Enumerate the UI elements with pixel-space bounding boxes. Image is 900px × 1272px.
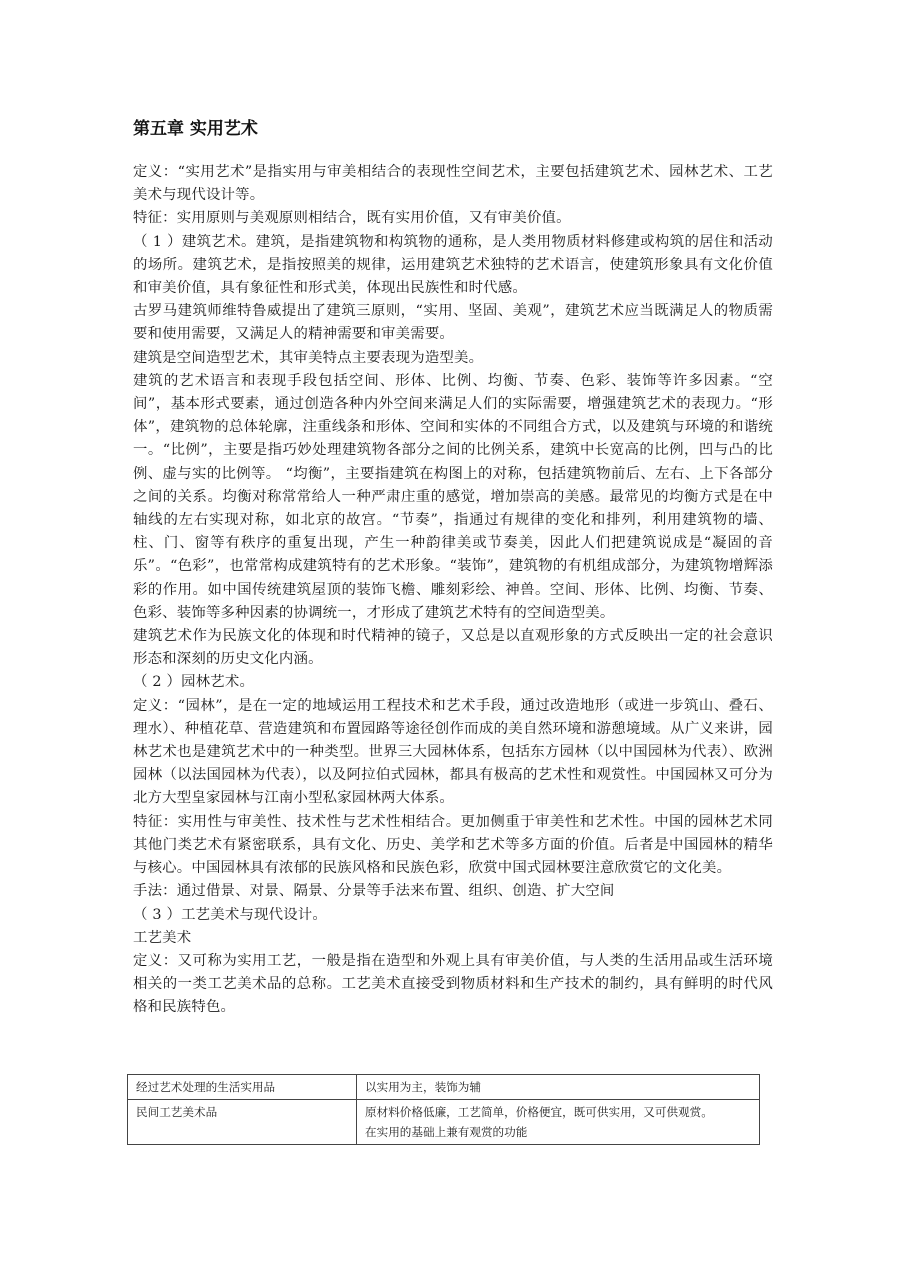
- paragraph-garden-technique: 手法：通过借景、对景、隔景、分景等手法来布置、组织、创造、扩大空间: [133, 883, 615, 900]
- table-row: [128, 1075, 760, 1100]
- table-cell: [357, 1075, 760, 1100]
- table-cell: 民间工艺美术品: [128, 1100, 357, 1145]
- paragraph-feature: 特征：实用原则与美观原则相结合，既有实用价值，又有审美价值。: [133, 210, 571, 227]
- paragraph-craft-definition: 定义：又可称为实用工艺，一般是指在造型和外观上具有审美价值，与人类的生活用品或生活环境相关的一类工艺美术品的总称。工艺美术直接受到物质材料和生产技术的制约，具有鲜明的时代风格和民族特色。: [133, 952, 773, 1016]
- table-cell: 经过艺术处理的生活实用品: [128, 1075, 357, 1100]
- heading-garden-art: （ 2 ）园林艺术。: [133, 674, 255, 691]
- heading-craft-art: 工艺美术: [133, 929, 192, 946]
- heading-craft-design: （ 3 ）工艺美术与现代设计。: [133, 906, 327, 923]
- paragraph-garden-definition: 定义：“园林”，是在一定的地域运用工程技术和艺术手段，通过改造地形（或进一步筑山、叠石、理水）、种植花草、营造建筑和布置园路等途径创作而成的美自然环境和游憩境域。从广义来讲，园林艺术也是建筑艺术中的一种类型。世界三大园林体系，包括东方园林（以中国园林为代表）、欧洲园林（以法国园林为代表），以及阿拉伯式园林，都具有极高的艺术性和观赏性。中国园林又可分为北方大型皇家园林与江南小型私家园林两大体系。: [133, 697, 773, 807]
- paragraph-vitruvius: 古罗马建筑师维特鲁威提出了建筑三原则，“实用、坚固、美观”，建筑艺术应当既满足人的物质需要和使用需要，又满足人的精神需要和审美需要。: [133, 303, 773, 343]
- paragraph-garden-feature: 特征：实用性与审美性、技术性与艺术性相结合。更加侧重于审美性和艺术性。中国的园林艺术同其他门类艺术有紧密联系，具有文化、历史、美学和艺术等多方面的价值。后者是中国园林的精华与核心。中国园林具有浓郁的民族风格和民族色彩，欣赏中国式园林要注意欣赏它的文化美。: [133, 813, 773, 877]
- craft-table: [127, 1074, 760, 1145]
- table-cell: [357, 1100, 760, 1145]
- paragraph-spatial-art: 建筑是空间造型艺术，其审美特点主要表现为造型美。: [133, 349, 484, 366]
- table-cell-text: 以实用为主，装饰为辅: [365, 1080, 481, 1094]
- table-cell-text: 在实用的基础上兼有观赏的功能: [365, 1125, 528, 1139]
- paragraph-definition: 定义：“实用艺术”是指实用与审美相结合的表现性空间艺术，主要包括建筑艺术、园林艺术、工艺美术与现代设计等。: [133, 164, 773, 204]
- chapter-title: 第五章 实用艺术: [133, 119, 258, 139]
- table-row: [128, 1100, 760, 1145]
- paragraph-national-culture: 建筑艺术作为民族文化的体现和时代精神的镜子，又总是以直观形象的方式反映出一定的社会意识形态和深刻的历史文化内涵。: [133, 628, 773, 668]
- paragraph-architecture: （ 1 ）建筑艺术。建筑，是指建筑物和构筑物的通称，是人类用物质材料修建或构筑的居住和活动的场所。建筑艺术，是指按照美的规律，运用建筑艺术独特的艺术语言，使建筑形象具有文化价值和审美价值，具有象征性和形式美，体现出民族性和时代感。: [133, 233, 773, 297]
- document-body: [133, 118, 773, 1020]
- table-cell-text: 原材料价格低廉，工艺简单，价格便宜，既可供实用，又可供观赏。: [365, 1105, 713, 1119]
- paragraph-art-language: 建筑的艺术语言和表现手段包括空间、形体、比例、均衡、节奏、色彩、装饰等许多因素。“空间”，基本形式要素，通过创造各种内外空间来满足人们的实际需要，增强建筑艺术的表现力。“形体”，建筑物的总体轮廓，注重线条和形体、空间和实体的不同组合方式，以及建筑与环境的和谐统一。“比例”，主要是指巧妙处理建筑物各部分之间的比例关系，建筑中长宽高的比例，凹与凸的比例、虚与实的比例等。 “均衡”，主要指建筑在构图上的对称，包括建筑物前后、左右、上下各部分之间的关系。均衡对称常常给人一种严肃庄重的感觉，增加崇高的美感。最常见的均衡方式是在中轴线的左右实现对称，如北京的故宫。“节奏”，指通过有规律的变化和排列，利用建筑物的墙、柱、门、窗等有秩序的重复出现，产生一种韵律美或节奏美，因此人们把建筑说成是“凝固的音乐”。“色彩”，也常常构成建筑特有的艺术形象。“装饰”，建筑物的有机组成部分，为建筑物增辉添彩的作用。如中国传统建筑屋顶的装饰飞檐、雕刻彩绘、神兽。空间、形体、比例、均衡、节奏、色彩、装饰等多种因素的协调统一，才形成了建筑艺术特有的空间造型美。: [133, 372, 773, 621]
